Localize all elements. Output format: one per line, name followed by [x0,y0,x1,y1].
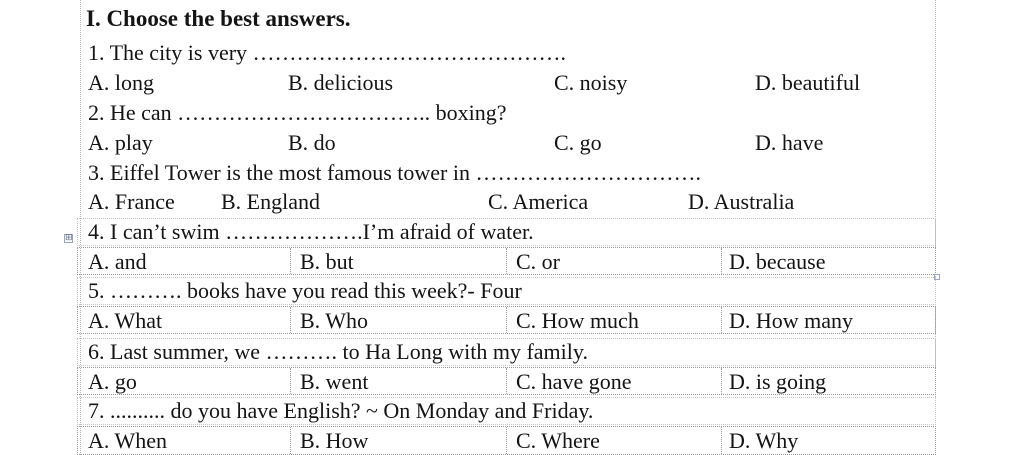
cell-divider [506,427,507,454]
question-2-option-d: D. have [755,130,824,155]
question-4-option-b: B. but [300,249,354,274]
cell-divider [290,307,291,333]
question-2-option-b: B. do [288,130,336,155]
question-4-option-d: D. because [729,249,826,274]
question-5-option-b: B. Who [300,308,369,333]
section-heading: I. Choose the best answers. [86,6,351,31]
question-5-option-c: C. How much [516,308,639,333]
question-5: 5. ………. books have you read this week?- Four [88,278,522,303]
question-7-option-b: B. How [300,428,369,453]
question-6-option-c: C. have gone [516,369,632,394]
question-4-option-a: A. and [88,249,147,274]
question-6-option-d: D. is going [729,369,827,394]
cell-divider [506,368,507,394]
question-1-option-b: B. delicious [288,70,394,95]
question-6-option-a: A. go [88,369,137,394]
table-resize-handle[interactable] [934,274,940,280]
question-6-option-b: B. went [300,369,369,394]
question-5-option-d: D. How many [729,308,854,333]
question-4: 4. I can’t swim ……………….I’m afraid of water. [88,219,534,244]
question-3-option-a: A. France [88,189,175,214]
cell-divider [506,248,507,274]
question-7-option-a: A. When [88,428,168,453]
question-3-option-d: D. Australia [688,189,795,214]
question-1-option-a: A. long [88,70,154,95]
cell-divider [290,368,291,394]
table-move-handle-icon[interactable]: ⊞ [65,233,73,243]
question-7-option-d: D. Why [729,428,799,453]
question-2-option-c: C. go [554,130,602,155]
cell-divider [721,427,722,454]
question-3: 3. Eiffel Tower is the most famous tower in …………………………. [88,160,701,185]
question-7: 7. .......... do you have English? ~ On Monday and Friday. [88,398,594,423]
cell-divider [721,307,722,333]
question-1-option-d: D. beautiful [755,70,861,95]
cell-divider [506,307,507,333]
question-6: 6. Last summer, we ………. to Ha Long with my family. [88,339,588,364]
cell-divider [290,427,291,454]
question-2-option-a: A. play [88,130,153,155]
question-4-option-c: C. or [516,249,560,274]
question-7-option-c: C. Where [516,428,600,453]
question-5-option-a: A. What [88,308,163,333]
question-1: 1. The city is very ……………………………………. [88,40,567,65]
cell-divider [721,368,722,394]
cell-divider [290,248,291,274]
question-3-option-c: C. America [488,189,589,214]
cell-divider [721,248,722,274]
question-1-option-c: C. noisy [554,70,628,95]
question-2: 2. He can …………………………….. boxing? [88,100,507,125]
question-3-option-b: B. England [221,189,320,214]
table-row [77,426,936,455]
